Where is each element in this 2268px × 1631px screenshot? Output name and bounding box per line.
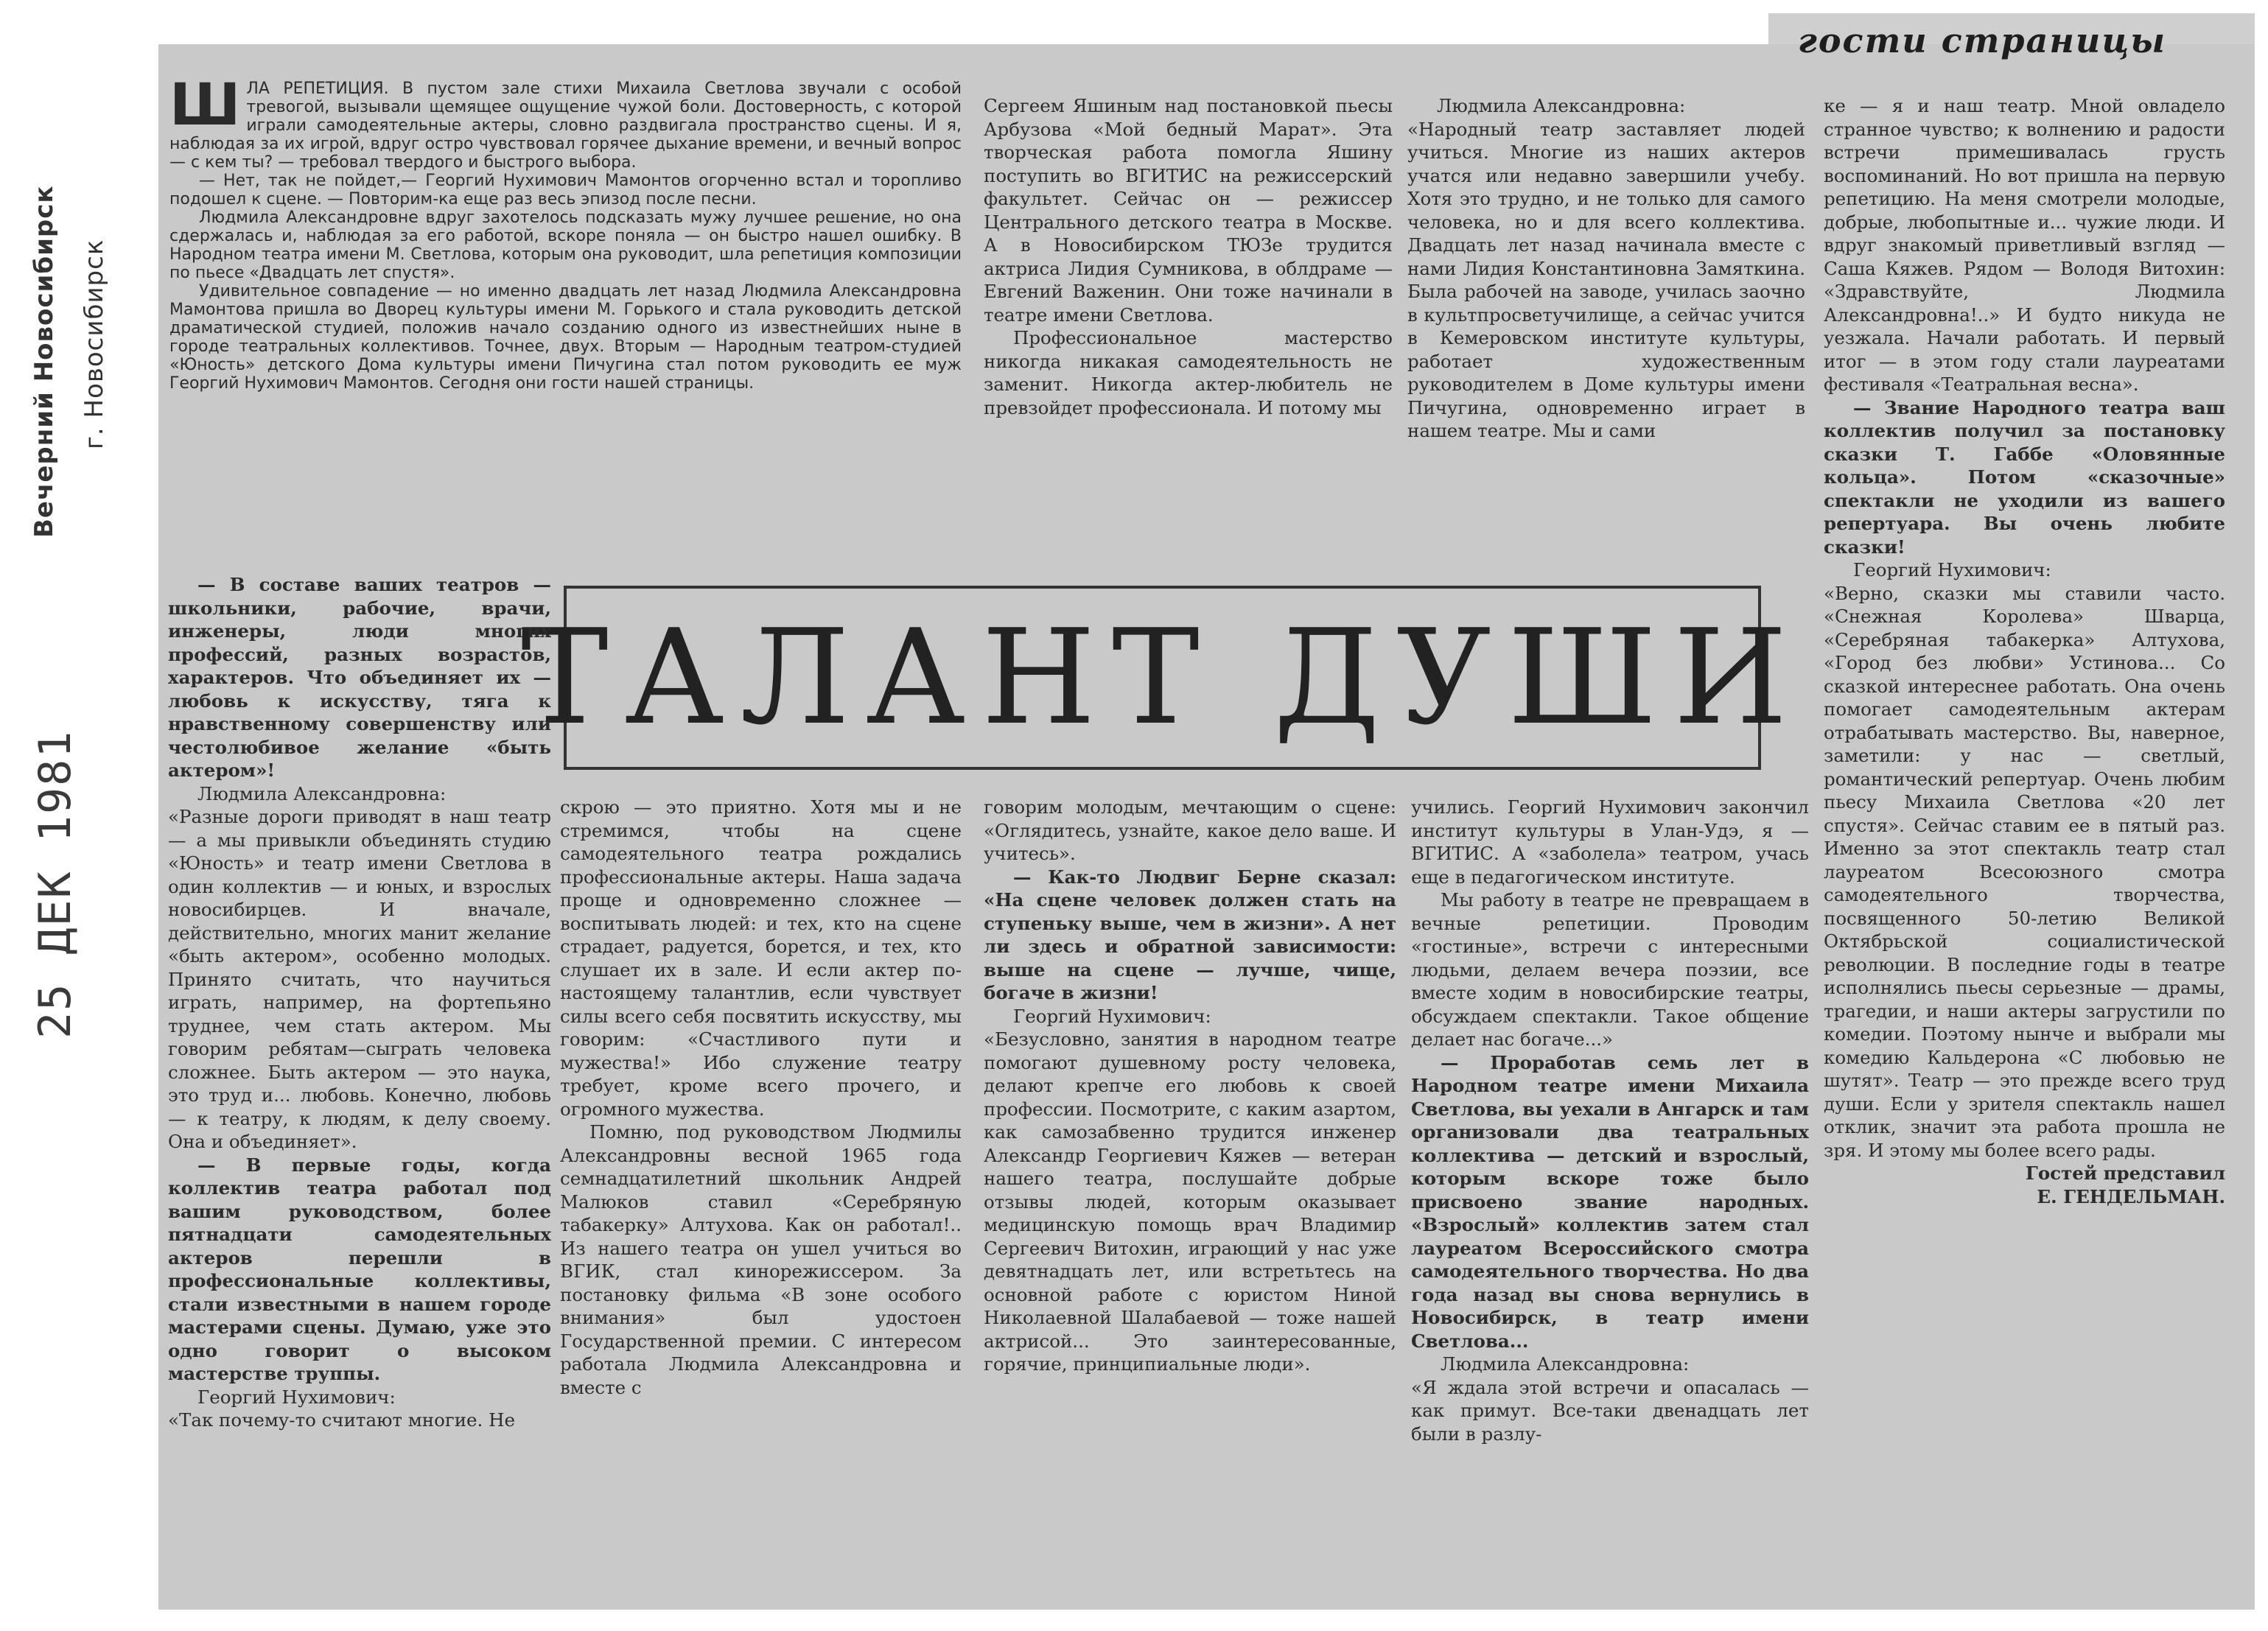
intro-paragraph-3: Людмила Александровне вдруг захотелось подсказать мужу лучшее решение, но она сдержалась и, наблюдая за его работой, вскоре поняла — он быстро нашел ошибку. В Народном театра имени М. Светлова, которым она руководит, шла репетиция композиции по пьесе «Двадцать лет спустя». [169, 208, 962, 282]
paragraph: «Разные дороги приводят в наш театр — а мы привыкли объединять студию «Юность» и театр имени Светлова в один коллектив — и юных, и взрослых новосибирцев. И вначале, действительно, многих манит желание «быть актером», особенно молодых. Принято считать, что научиться играть, например, на фортепьяно труднее, чем стать актером. Мы говорим ребятам—сыграть человека сложнее. Быть актером — это наука, это труд и... любовь. Конечно, любовь — к театру, к людям, к делу своему. Она и объединяет». [168, 806, 551, 1152]
signature-line-2: Е. ГЕНДЕЛЬМАН. [2037, 1185, 2225, 1207]
headline-box [520, 586, 1805, 770]
paragraph: Сергеем Яшиным над постановкой пьесы Арбузова «Мой бедный Марат». Эта творческая работа помогла Яшину поступить во ВГИТИС на режиссерский факультет. Сейчас он — режиссер Центрального детского театра в Москве. А в Новосибирском ТЮЗе трудится актриса Лидия Сумникова, в облдраме — Евгений Важенин. Они тоже начинали в театре имени Светлова. [984, 95, 1393, 326]
intro-paragraph-1: ЛА РЕПЕТИЦИЯ. В пустом зале стихи Михаила Светлова звучали с особой тревогой, вызывали щемящее ощущение чужой боли. Достоверность, с которой играли самодеятельные актеры, словно раздвигала пространство сцены. И я, наблюдая за их игрой, вдруг остро чувствовал горячее дыхание времени, и вечный вопрос — с кем ты? — требовал твердого и быстрого выбора. [169, 80, 962, 172]
interview-question: — В первые годы, когда коллектив театра работал под вашим руководством, более пятнадцати самодеятельных актеров перешли в профессиональные коллективы, стали известными в нашем городе мастерами сцены. Думаю, уже это одно говорит о высоком мастерстве труппы. [168, 1154, 551, 1384]
paragraph: говорим молодым, мечтающим о сцене: «Оглядитесь, узнайте, какое дело ваше. И учитесь». [984, 796, 1396, 864]
paragraph: «Я ждала этой встречи и опасалась — как примут. Все-таки двенадцать лет были в разлу- [1411, 1376, 1809, 1445]
headline: ТАЛАНТ ДУШИ [520, 601, 1805, 754]
paragraph: Профессиональное мастерство никогда никакая самодеятельность не заменит. Никогда актер-любитель не превзойдет профессионала. И потому мы [984, 327, 1393, 418]
column-top-3 [984, 94, 1393, 566]
column-2 [560, 796, 962, 1606]
speaker-label: Георгий Нухимович: [1853, 559, 2051, 581]
speaker-label: Людмила Александровна: [197, 782, 447, 804]
intro-paragraph-2: — Нет, так не пойдет,— Георгий Нухимович Мамонтов огорченно встал и торопливо подошел к сцене. — Повторим-ка еще раз весь эпизод после песни. [169, 172, 962, 208]
paragraph: «Верно, сказки мы ставили часто. «Снежная Королева» Шварца, «Серебряная табакерка» Алтухова, «Город без любви» Устинова... Со сказкой интереснее работать. Она очень помогает самодеятельным актерам отрабатывать мастерство. Вы, наверное, заметили: у нас — светлый, романтический репертуар. Очень любим пьесу Михаила Светлова «20 лет спустя». Сейчас ставим ее в пятый раз. Именно за этот спектакль театр стал лауреатом Всесоюзного смотра самодеятельного творчества, посвященного 50-летию Великой Октябрьской социалистической революции. В последние годы в театре исполнялись пьесы серьезные — драмы, трагедии, и наши актеры загрустили по комедии. Поэтому нынче и выбрали мы комедию Кальдерона «С любовью не шутят». Театр — это прежде всего труд души. Если у зрителя спектакль нашел отклик, значит эта работа прошла не зря. И этому мы более всего рады. [1824, 582, 2225, 1161]
drop-cap: Ш [169, 80, 241, 138]
article-intro [169, 80, 962, 558]
paragraph: «Безусловно, занятия в народном театре помогают душевному росту человека, делают крепче его любовь к своей профессии. Посмотрите, с каким азартом, как самозабвенно трудится инженер Александр Георгиевич Кяжев — ветеран нашего театра, послушайте добрые отзывы людей, которым оказывает медицинскую помощь врач Владимир Сергеевич Витохин, играющий у нас уже девятнадцать лет, или встретьтесь на основной работе с юристом Ниной Николаевной Шалабаевой — тоже нашей актрисой... Это заинтересованные, горячие, принципиальные люди». [984, 1028, 1396, 1375]
paragraph: «Так почему-то считают многие. Не [168, 1409, 515, 1431]
intro-paragraph-4: Удивительное совпадение — но именно двадцать лет назад Людмила Александровна Мамонтова пришла во Дворец культуры имени М. Горького и стала руководить детской драматической студией, положив начало созданию одного из известнейших ныне в городе театральных коллективов. Точнее, двух. Вторым — Народным театром-студией «Юность» детского Дома культуры имени Пичугина стал потом руководить ее муж Георгий Нухимович Мамонтов. Сегодня они гости нашей страницы. [169, 282, 962, 393]
speaker-label: Людмила Александровна: [1437, 95, 1686, 116]
interview-question: — Проработав семь лет в Народном театре имени Михаила Светлова, вы уехали в Ангарск и там организовали два театральных коллектива — детский и взрослый, которым вскоре тоже было присвоено звание народных. «Взрослый» коллектив затем стал лауреатом Всероссийского смотра самодеятельного творчества. Но два года назад вы снова вернулись в Новосибирск, в театр имени Светлова... [1411, 1051, 1809, 1352]
newspaper-name: Вечерний Новосибирск [29, 185, 59, 538]
column-4 [1411, 796, 1809, 1606]
section-rubric: гости страницы [1798, 21, 2167, 60]
interview-question: — Как-то Людвиг Берне сказал: «На сцене человек должен стать на ступеньку выше, чем в жизни». А нет ли здесь и обратной зависимости: выше на сцене — лучше, чище, богаче в жизни! [984, 866, 1396, 1003]
interview-question: — В составе ваших театров — школьники, рабочие, врачи, инженеры, люди многих профессий, разных возрастов, характеров. Что объединяет их — любовь к искусству, тяга к нравственному совершенству или честолюбивое желание «быть актером»! [168, 574, 551, 781]
paragraph: учились. Георгий Нухимович закончил институт культуры в Улан-Удэ, я — ВГИТИС. А «заболела» театром, учась еще в педагогическом институте. [1411, 796, 1809, 888]
signature-line-1: Гостей представил [2025, 1162, 2225, 1184]
interview-question: — Звание Народного театра ваш коллектив получил за постановку сказки Т. Габбе «Оловянные кольца». Потом «сказочные» спектакли не уходили из вашего репертуара. Вы очень любите сказки! [1824, 396, 2225, 558]
column-1 [168, 573, 551, 1604]
speaker-label: Людмила Александровна: [1441, 1353, 1690, 1375]
paragraph: скрою — это приятно. Хотя мы и не стремимся, чтобы на сцене самодеятельного театра рождались профессиональные актеры. Наша задача проще и одновременно сложнее — воспитывать людей: и тех, кто на сцене страдает, радуется, борется, и тех, кто слушает их в зале. И если актер по-настоящему талантлив, если чувствует силы всего себя посвятить искусству, мы говорим: «Счастливого пути и мужества!» Ибо служение театру требует, кроме всего прочего, и огромного мужества. [560, 796, 962, 1120]
city-label: г. Новосибирск [80, 239, 109, 449]
speaker-label: Георгий Нухимович: [1013, 1005, 1211, 1027]
speaker-label: Георгий Нухимович: [197, 1386, 396, 1408]
date-stamp: 25 ДЕК 1981 [29, 729, 81, 1039]
paragraph: «Народный театр заставляет людей учиться. Многие из наших актеров учатся или недавно завершили учебу. Хотя это трудно, и не только для самого человека, но и для всего коллектива. Двадцать лет назад начинала вместе с нами Лидия Константиновна Замяткина. Была рабочей на заводе, училась заочно в культпросветучилище, а сейчас учится в Кемеровском институте культуры, работает художественным руководителем в Доме культуры имени Пичугина, одновременно играет в нашем театре. Мы и сами [1407, 118, 1805, 441]
paragraph: ке — я и наш театр. Мной овладело странное чувство; к волнению и радости встречи примешивалась грусть воспоминаний. Но вот пришла на первую репетицию. На меня смотрели молодые, добрые, любопытные и... чужие люди. И вдруг знакомый приветливый взгляд — Саша Кяжев. Рядом — Володя Витохин: «Здравствуйте, Людмила Александровна!..» И будто никуда не уезжала. Начали работать. И первый итог — в этом году стали лауреатами фестиваля «Театральная весна». [1824, 95, 2225, 395]
paragraph: Помню, под руководством Людмилы Александровны весной 1965 года семнадцатилетний школьник Андрей Малюков ставил «Серебряную табакерку» Алтухова. Как он работал!.. Из нашего театра он ушел учиться во ВГИК, стал кинорежиссером. За постановку фильма «В зоне особого внимания» был удостоен Государственной премии. С интересом работала Людмила Александровна и вместе с [560, 1121, 962, 1398]
paragraph: Мы работу в театре не превращаем в вечные репетиции. Проводим «гостиные», встречи с интересными людьми, делаем вечера поэзии, все вместе ходим в новосибирские театры, обсуждаем спектакли. Такое общение делает нас богаче...» [1411, 889, 1809, 1050]
column-top-4 [1407, 94, 1805, 566]
column-right [1824, 94, 2225, 1604]
column-3 [984, 796, 1396, 1606]
